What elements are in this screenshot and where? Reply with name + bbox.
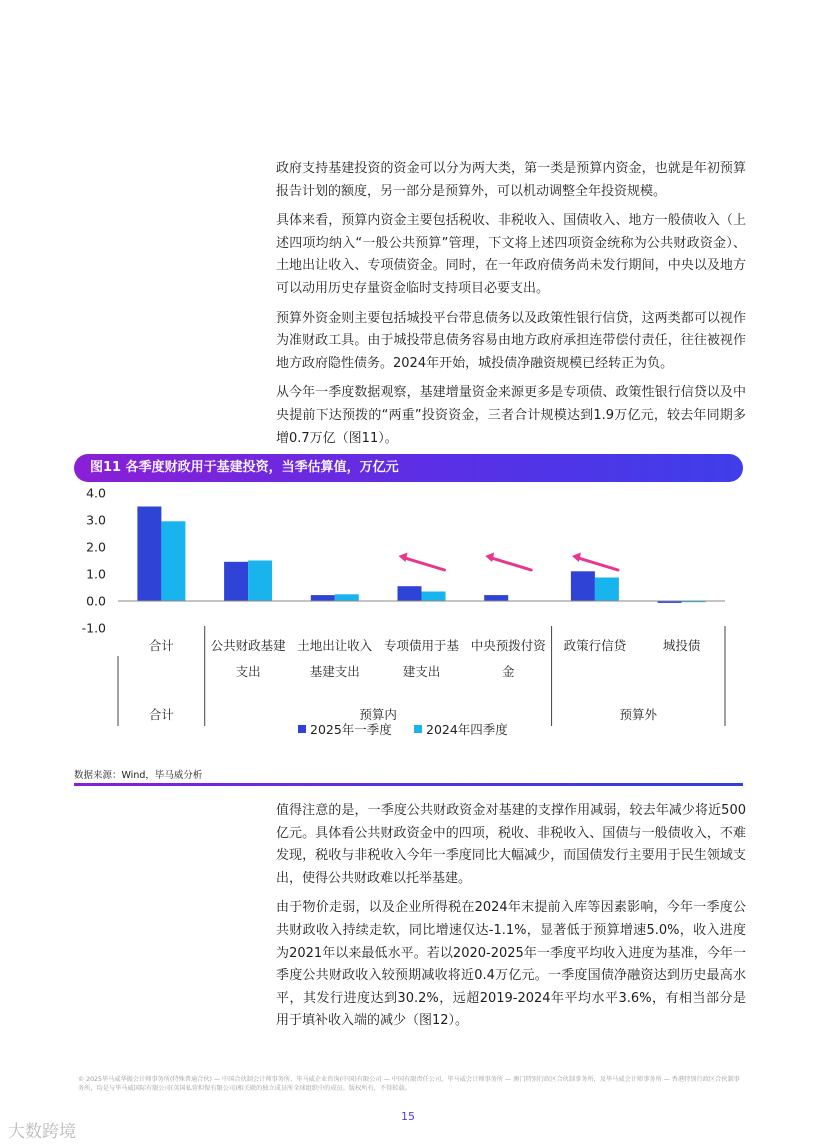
y-tick-label: 2.0: [86, 539, 106, 555]
x-tick-label: 城投债: [662, 638, 701, 653]
x-tick-label: 中央预拨付资: [470, 638, 546, 653]
bar: [335, 594, 359, 601]
paragraph: 从今年一季度数据观察，基建增量资金来源更多是专项债、政策性银行信贷以及中央提前下达预拨的“两重”投资资金，三者合计规模达到1.9万亿元，较去年同期多增0.7万亿（图11）。: [276, 385, 746, 446]
y-tick-label: 1.0: [86, 566, 106, 582]
annotation-arrow-shaft: [404, 558, 445, 570]
x-tick-label: 金: [501, 664, 515, 679]
bar: [398, 586, 422, 601]
annotation-arrow-head: [572, 553, 581, 563]
legend-label: 2025年一季度: [310, 722, 392, 737]
x-tick-label: 土地出让收入: [297, 638, 373, 653]
y-tick-label: 3.0: [86, 512, 106, 528]
x-tick-label: 公共财政基建: [210, 638, 286, 653]
x-tick-label: 专项债用于基: [383, 638, 460, 653]
bar: [248, 561, 272, 602]
annotation-arrow-shaft: [577, 558, 618, 570]
x-tick-label: 支出: [235, 664, 261, 679]
annotation-arrow-head: [399, 553, 408, 563]
bar: [224, 562, 248, 601]
bar: [571, 571, 595, 601]
y-tick-label: 4.0: [86, 485, 106, 501]
bar: [161, 521, 185, 601]
copyright-footer: © 2025毕马威华振会计师事务所(特殊普通合伙) — 中国合伙制会计师事务所，毕马威企业咨询(中国)有限公司 — 中国有限责任公司，毕马威会计师事务所 — 澳门特别行政区合伙制事务所，及毕马威会计师事务所 — 香港特别行政区合伙制事务所，均是与毕马威国际有限公司(英国私营担保有限公司)相关联的独立成员所全球组织中的成员。版权所有，不得转载。: [78, 1076, 740, 1092]
paragraph: 政府支持基建投资的资金可以分为两大类，第一类是预算内资金，也就是年初预算报告计划的额度，另一部分是预算外，可以机动调整全年投资规模。: [276, 161, 746, 199]
y-tick-label: -1.0: [81, 620, 106, 636]
legend-swatch: [414, 725, 422, 733]
y-tick-label: 0.0: [86, 593, 106, 609]
paragraph: 预算外资金则主要包括城投平台带息债务以及政策性银行信贷，这两类都可以视作为准财政工具。由于城投带息债务容易由地方政府承担连带偿付责任，往往被视作地方政府隐性债务。2024年开始，城投债净融资规模已经转正为负。: [276, 310, 746, 371]
annotation-arrow: [399, 553, 445, 571]
annotation-arrow-shaft: [490, 558, 531, 570]
group-label: 合计: [148, 707, 174, 722]
annotation-arrow: [572, 553, 618, 571]
data-source-note: 数据来源：Wind，毕马威分析: [74, 770, 203, 781]
x-tick-label: 合计: [148, 638, 174, 653]
page-number: 15: [401, 1110, 415, 1123]
legend-label: 2024年四季度: [426, 722, 508, 737]
watermark-logo: 大数跨境: [8, 1122, 76, 1142]
x-tick-label: 基建支出: [309, 664, 360, 679]
body-text-bottom: [276, 800, 746, 1040]
annotation-arrow: [485, 553, 531, 571]
body-text-top: [276, 158, 746, 457]
group-label: 预算外: [619, 707, 658, 722]
group-label: 预算内: [359, 707, 397, 722]
paragraph: 值得注意的是，一季度公共财政资金对基建的支撑作用减弱，较去年减少将近500亿元。具体看公共财政资金中的四项，税收、非税收入、国债与一般债收入，不难发现，税收与非税收入今年一季度同比大幅减少，而国债发行主要用于民生领域支出，使得公共财政难以托举基建。: [276, 803, 746, 886]
x-tick-label: 建支出: [402, 664, 441, 679]
bar-chart: [70, 484, 746, 748]
bar: [595, 578, 619, 602]
annotation-arrow-head: [485, 553, 494, 563]
paragraph: 由于物价走弱，以及企业所得税在2024年末提前入库等因素影响，今年一季度公共财政收入持续走软，同比增速仅达-1.1%，显著低于预算增速5.0%，收入进度为2021年以来最低水平。若以2020-2025年一季度平均收入进度为基准，今年一季度公共财政收入较预期减收将近0.4万亿元。一季度国债净融资达到历史最高水平，其发行进度达到30.2%，远超2019-2024年平均水平3.6%，有相当部分是用于填补收入端的减少（图12）。: [276, 900, 746, 1029]
legend-swatch: [298, 725, 306, 733]
paragraph: 具体来看，预算内资金主要包括税收、非税收入、国债收入、地方一般债收入（上述四项均纳入“一般公共预算”管理，下文将上述四项资金统称为公共财政资金）、土地出让收入、专项债资金。同时，在一年政府债务尚未发行期间，中央以及地方可以动用历史存量资金临时支持项目必要支出。: [276, 213, 746, 296]
figure-title-banner: 图11 各季度财政用于基建投资，当季估算值，万亿元: [74, 454, 743, 482]
bar: [137, 507, 161, 602]
divider-rule: [74, 783, 743, 786]
bar: [484, 595, 508, 601]
x-tick-label: 政策行信贷: [563, 638, 627, 653]
bar: [422, 592, 446, 602]
bar: [311, 595, 335, 601]
